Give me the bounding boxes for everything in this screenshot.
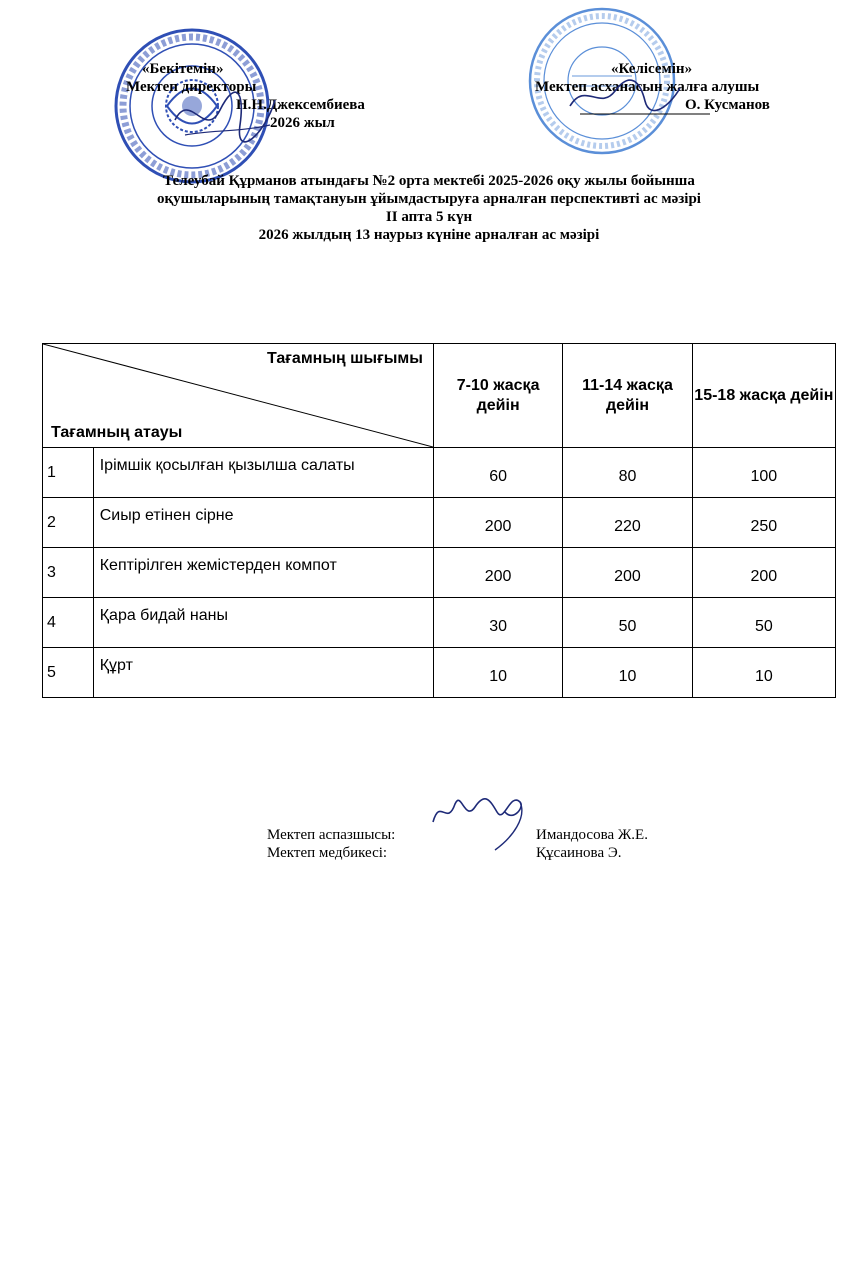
dish-name: Кептірілген жемістерден компот: [93, 548, 433, 598]
portion-value: 250: [692, 498, 835, 548]
portion-value: 10: [563, 648, 692, 698]
column-header: 11-14 жасқа дейін: [563, 344, 692, 448]
corner-top-label: Тағамның шығымы: [266, 350, 423, 367]
table-row: [43, 498, 836, 548]
portion-value: 200: [433, 548, 562, 598]
column-header: 7-10 жасқа дейін: [433, 344, 562, 448]
row-number: 2: [43, 498, 94, 548]
footer-signatures: [267, 826, 648, 862]
row-number: 4: [43, 598, 94, 648]
nurse-label: Мектеп медбикесі:: [267, 845, 388, 861]
portion-value: 220: [563, 498, 692, 548]
dish-name: Ірімшік қосылған қызылша салаты: [93, 448, 433, 498]
approval-heading: «Бекітемін»: [142, 61, 224, 77]
portion-value: 200: [433, 498, 562, 548]
document-title: [0, 172, 858, 244]
table-row: [43, 448, 836, 498]
director-title: Мектеп директоры: [126, 79, 257, 95]
portion-value: 80: [563, 448, 692, 498]
portion-value: 60: [433, 448, 562, 498]
row-number: 5: [43, 648, 94, 698]
portion-value: 100: [692, 448, 835, 498]
title-line-2: оқушыларының тамақтануын ұйымдастыруға арналған перспективті ас мәзірі: [157, 191, 701, 207]
title-line-4: 2026 жылдың 13 наурыз күніне арналған ас мәзірі: [258, 227, 600, 243]
portion-value: 30: [433, 598, 562, 648]
tenant-name: О. Кусманов: [685, 97, 770, 113]
portion-value: 50: [692, 598, 835, 648]
corner-header-cell: [43, 344, 434, 448]
dish-name: Қара бидай наны: [93, 598, 433, 648]
dish-name: Құрт: [93, 648, 433, 698]
table-row: [43, 548, 836, 598]
cook-row: [267, 826, 648, 844]
title-line-1: Телеубай Құрманов атындағы №2 орта мектебі 2025-2026 оқу жылы бойынша: [163, 173, 695, 189]
director-name: Н.Н.Джексембиева: [236, 97, 365, 113]
column-header: 15-18 жасқа дейін: [692, 344, 835, 448]
corner-bottom-label: Тағамның атауы: [51, 424, 183, 441]
portion-value: 10: [692, 648, 835, 698]
tenant-title: Мектеп асханасын жалға алушы: [535, 79, 760, 95]
portion-value: 10: [433, 648, 562, 698]
row-number: 1: [43, 448, 94, 498]
cook-name: Имандосова Ж.Е.: [536, 827, 648, 843]
menu-table: [42, 343, 836, 698]
cook-signature: [425, 782, 540, 852]
portion-value: 200: [563, 548, 692, 598]
nurse-row: [267, 844, 622, 862]
approval-year: 2026 жыл: [270, 115, 335, 131]
title-line-3: ІІ апта 5 күн: [385, 209, 473, 225]
agreement-heading: «Келісемін»: [611, 61, 693, 77]
table-row: [43, 648, 836, 698]
portion-value: 50: [563, 598, 692, 648]
table-row: [43, 598, 836, 648]
director-signature: [170, 80, 280, 150]
row-number: 3: [43, 548, 94, 598]
nurse-name: Құсаинова Э.: [536, 845, 622, 861]
tenant-signature: [560, 76, 710, 116]
table-header-row: [43, 344, 836, 448]
portion-value: 200: [692, 548, 835, 598]
dish-name: Сиыр етінен сірне: [93, 498, 433, 548]
cook-label: Мектеп аспазшысы:: [267, 827, 396, 843]
